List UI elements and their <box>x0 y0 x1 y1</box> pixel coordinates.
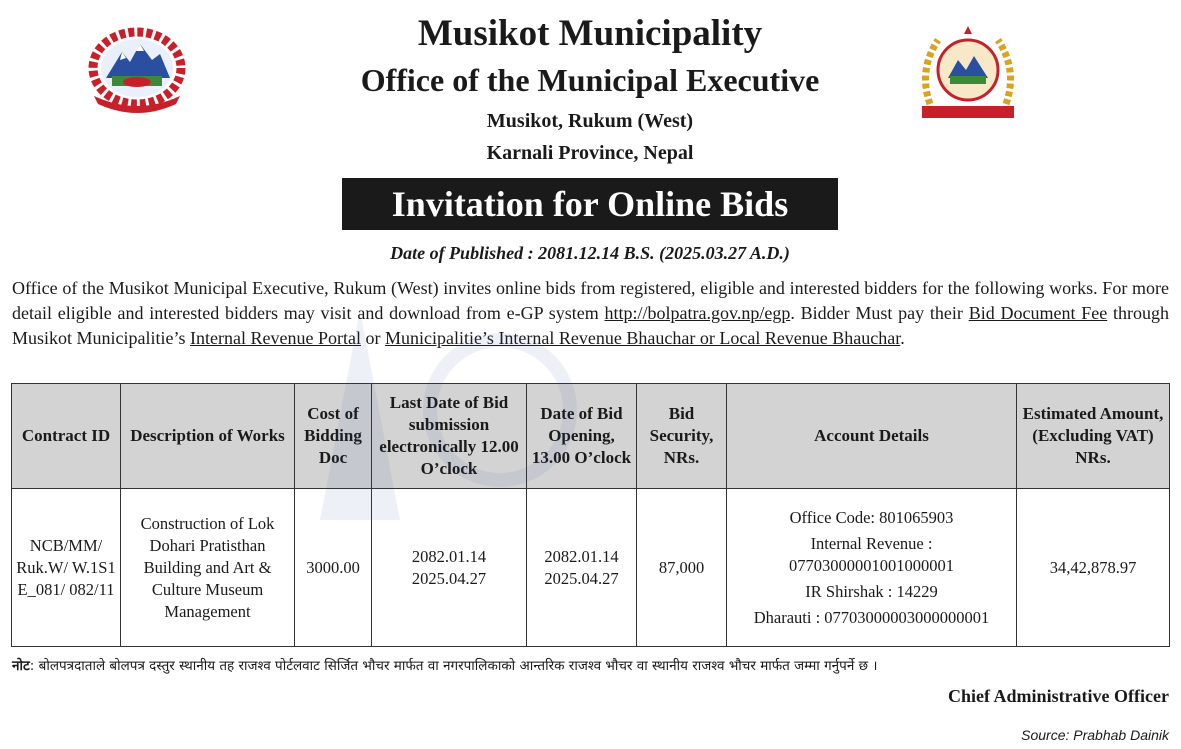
table-header-row <box>12 384 1170 489</box>
office-code: Office Code: 801065903 <box>789 507 954 527</box>
dharauti: Dharauti : 07703000003000000001 <box>753 607 990 627</box>
intro-text-3: through Musikot Municipalitie’s <box>12 303 1169 348</box>
nepal-emblem-icon <box>84 24 190 116</box>
address-line-1: Musikot, Rukum (West) <box>486 110 694 132</box>
opening-date-ad: 2025.04.27 <box>544 568 619 588</box>
municipality-logo-icon <box>914 26 1022 120</box>
cell-last-date <box>372 489 527 647</box>
header-last-date: Last Date of Bid submission electronically 12.00 O’clock <box>372 384 527 489</box>
last-date-bs: 2082.01.14 <box>411 546 487 566</box>
egp-link[interactable]: http://bolpatra.gov.np/egp <box>604 303 791 323</box>
header-bid-security: Bid Security, NRs. <box>637 384 727 489</box>
header-contract-id: Contract ID <box>12 384 121 489</box>
intro-text-1: Office of the Musikot Municipal Executive, Rukum (West) invites online bids from registered, eligible and interested bidders for the following works. For more detail eligible and interested bidders may visit and download from e-GP system <box>12 278 1169 323</box>
notice-banner: Invitation for Online Bids <box>342 178 838 230</box>
municipality-title: Musikot Municipality <box>417 13 763 54</box>
cell-estimated-amount: 34,42,878.97 <box>1017 489 1170 647</box>
note-label: नोट <box>12 658 30 674</box>
cell-cost: 3000.00 <box>295 489 372 647</box>
cell-description: Construction of Lok Dohari Pratisthan Building and Art & Culture Museum Management <box>121 489 295 647</box>
header-cost: Cost of Bidding Doc <box>295 384 372 489</box>
address-line-2: Karnali Province, Nepal <box>486 142 694 164</box>
intro-text-4: or <box>360 328 385 348</box>
cell-bid-security: 87,000 <box>637 489 727 647</box>
cell-opening-date <box>527 489 637 647</box>
office-subtitle: Office of the Municipal Executive <box>360 62 820 98</box>
opening-date-bs: 2082.01.14 <box>544 546 619 566</box>
intro-text-5: . <box>900 328 905 348</box>
last-date-ad: 2025.04.27 <box>411 568 487 588</box>
nepali-note <box>12 656 1172 674</box>
intro-text-2: . Bidder Must pay their <box>790 303 969 323</box>
revenue-portal-text: Internal Revenue Portal <box>190 328 361 348</box>
cell-account-details <box>727 489 1017 647</box>
header-description: Description of Works <box>121 384 295 489</box>
table-row <box>12 489 1170 647</box>
cell-contract-id: NCB/MM/ Ruk.W/ W.1S1 E_081/ 082/11 <box>12 489 121 647</box>
header-estimated-amount: Estimated Amount, (Excluding VAT) NRs. <box>1017 384 1170 489</box>
internal-revenue-number: 07703000001001000001 <box>789 555 954 575</box>
source-credit: Source: Prabhab Dainik <box>1021 727 1169 743</box>
bhauchar-text: Municipalitie’s Internal Revenue Bhauchar or Local Revenue Bhauchar <box>384 328 901 348</box>
note-text: : बोलपत्रदाताले बोलपत्र दस्तुर स्थानीय तह राजश्व पोर्टलवाट सिर्जित भौचर मार्फत वा नगरपालिकाको आन्तरिक राजश्व भौचर वा स्थानीय राजश्व भौचर मार्फत जम्मा गर्नुपर्ने छ । <box>29 658 878 674</box>
header-account-details: Account Details <box>727 384 1017 489</box>
published-date: Date of Published : 2081.12.14 B.S. (2025.03.27 A.D.) <box>390 243 790 263</box>
bid-fee-text: Bid Document Fee <box>968 303 1108 323</box>
header-opening-date: Date of Bid Opening, 13.00 O’clock <box>527 384 637 489</box>
intro-paragraph <box>12 276 1169 351</box>
internal-revenue-label: Internal Revenue : <box>810 533 933 553</box>
ir-shirshak: IR Shirshak : 14229 <box>805 581 938 601</box>
signatory-title: Chief Administrative Officer <box>948 686 1169 706</box>
bids-table <box>11 383 1170 647</box>
